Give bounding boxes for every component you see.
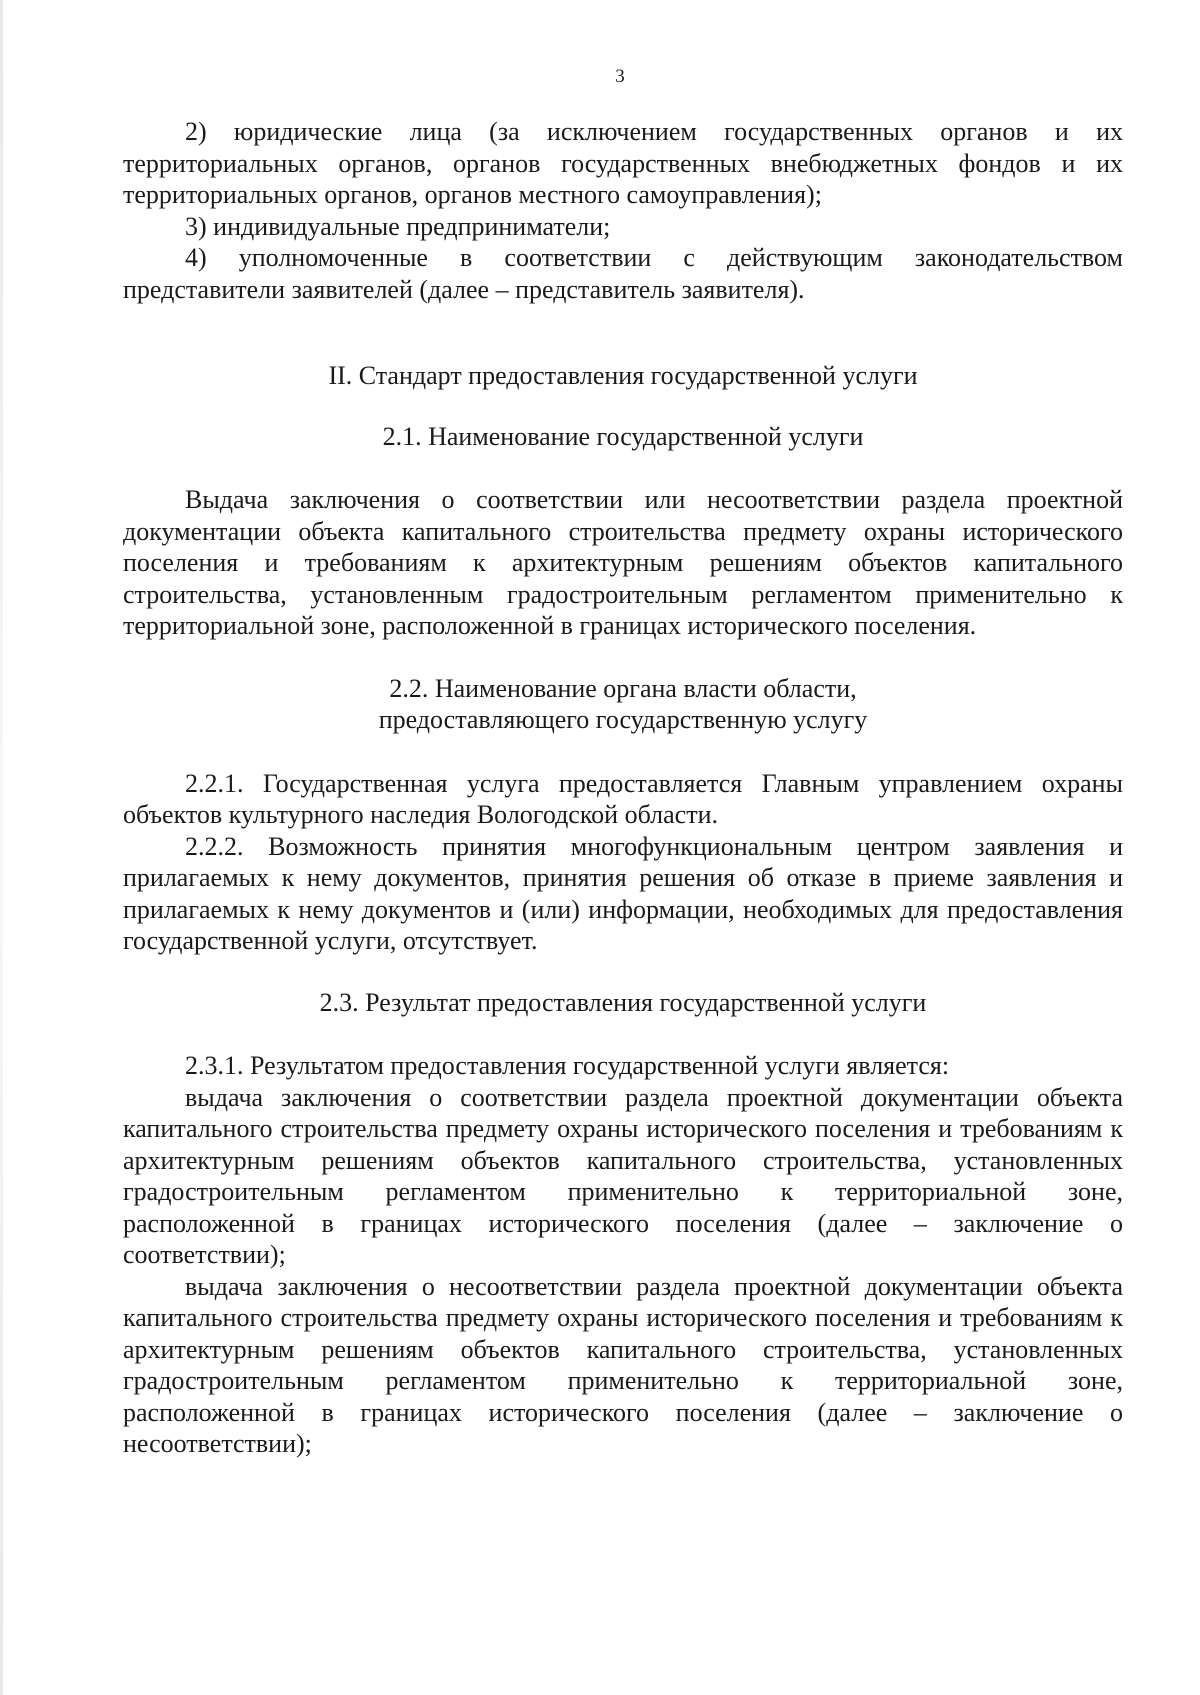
page-number: 3 [615, 66, 625, 87]
section-2-2-heading [123, 673, 1123, 736]
paragraph-2-2-1: 2.2.1. Государственная услуга предоставляется Главным управлением охраны объектов культурного наследия Вологодской области. [123, 768, 1123, 829]
section-2-1-text: Выдача заключения о соответствии или несоответствии раздела проектной документации объекта капитального строительства предмету охраны исторического поселения и требованиям к архитектурным решениям объектов капитального строительства, установленным градостроительным регламентом применительно к территориальной зоне, расположенной в границах исторического поселения. [123, 485, 1123, 640]
document-body [123, 116, 1123, 1460]
paragraph-2-2-2: 2.2.2. Возможность принятия многофункциональным центром заявления и прилагаемых к нему документов, принятия решения об отказе в приеме заявления и прилагаемых к нему документов и (или) информации, необходимых для предоставления государственной услуги, отсутствует. [123, 831, 1123, 955]
scan-edge-shadow [0, 0, 3, 1695]
list-item-entrepreneurs: 3) индивидуальные предприниматели; [185, 211, 611, 241]
section-2-2-heading-line2: предоставляющего государственную услугу [378, 705, 868, 734]
list-item-representatives: 4) уполномоченные в соответствии с действующим законодательством представители заявителей (далее – представитель заявителя). [123, 243, 1123, 304]
section-2-2-heading-line1: 2.2. Наименование органа власти области, [389, 673, 857, 703]
paragraph-nonconformity-conclusion: выдача заключения о несоответствии раздела проектной документации объекта капитального строительства предмету охраны исторического поселения и требованиям к архитектурным решениям объектов капитального строительства, установленных градостроительным регламентом применительно к территориальной зоне, расположенной в границах исторического поселения (далее – заключение о несоответствии); [123, 1271, 1123, 1458]
paragraph-conformity-conclusion: выдача заключения о соответствии раздела проектной документации объекта капитального строительства предмету охраны исторического поселения и требованиям к архитектурным решениям объектов капитального строительства, установленных градостроительным регламентом применительно к территориальной зоне, расположенной в границах исторического поселения (далее – заключение о соответствии); [123, 1082, 1123, 1269]
section-2-3-heading: 2.3. Результат предоставления государственной услуги [319, 987, 927, 1017]
paragraph-2-3-1: 2.3.1. Результатом предоставления государственной услуги является: [185, 1051, 950, 1080]
section-2-1-heading: 2.1. Наименование государственной услуги [382, 421, 864, 451]
list-item-legal-entities: 2) юридические лица (за исключением государственных органов и их территориальных органов, органов государственных внебюджетных фондов и их территориальных органов, органов местного самоуправления); [123, 117, 1123, 209]
section-ii-heading: II. Стандарт предоставления государственной услуги [328, 361, 918, 390]
